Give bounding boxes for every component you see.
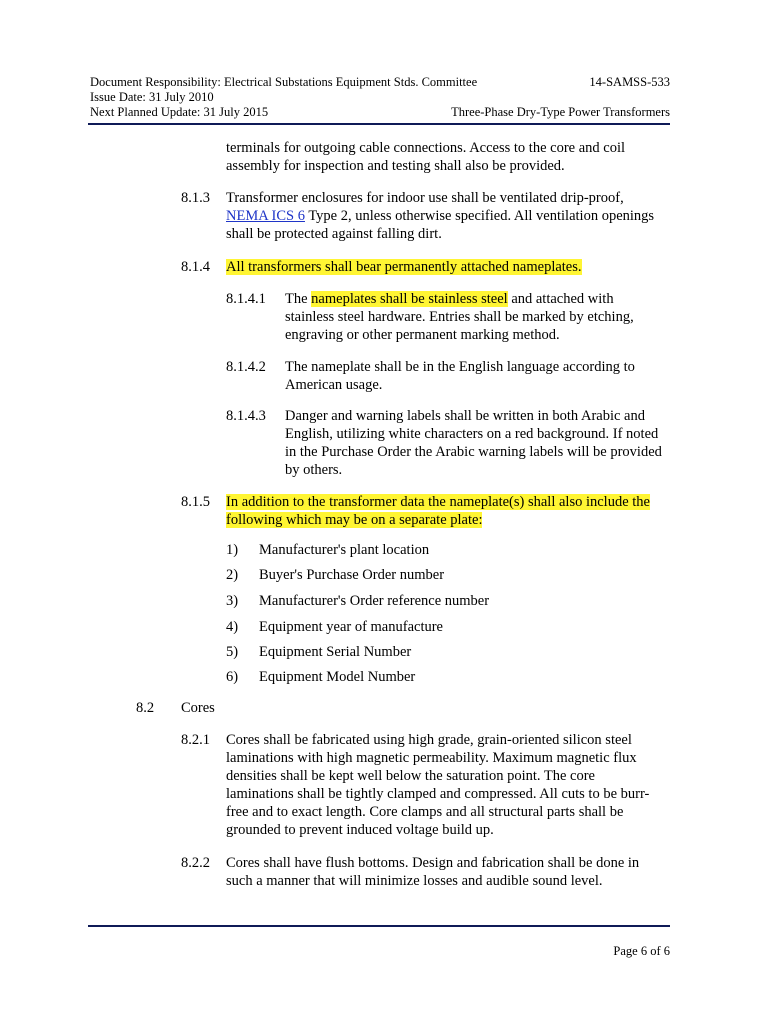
document-responsibility: Document Responsibility: Electrical Substations Equipment Stds. Committee [90,75,478,89]
issue-date: Issue Date: 31 July 2010 [90,90,214,104]
section-8-1-4-number: 8.1.4 [181,259,210,275]
section-8-1-4-text [226,258,666,276]
nema-ics-6-link[interactable]: NEMA ICS 6 [226,208,305,224]
section-8-2-2-number: 8.2.2 [181,855,210,871]
highlighted-text: nameplates shall be stainless steel [311,291,508,307]
footer-rule [88,925,670,927]
section-8-1-4-1-text: The nameplates shall be stainless steel and attached with stainless steel hardware. Entries shall be marked by etching, engraving or other permanent marking method. [285,291,634,343]
section-8-1-4-3-number: 8.1.4.3 [226,408,266,424]
section-8-1-3-number: 8.1.3 [181,190,210,206]
list-item-number: 3) [226,593,239,609]
page-number: Page 6 of 6 [613,944,670,958]
section-8-1-5-number: 8.1.5 [181,494,210,510]
section-8-1-4-2-text: The nameplate shall be in the English language according to American usage. [285,359,635,393]
document-title: Three-Phase Dry-Type Power Transformers [451,105,670,119]
section-8-2-2-text: Cores shall have flush bottoms. Design and fabrication shall be done in such a manner that will minimize losses and audible sound level. [226,855,640,889]
section-8-1-3-text: Transformer enclosures for indoor use shall be ventilated drip-proof, NEMA ICS 6 Type 2, unless otherwise specified. All ventilation openings shall be protected against falling dirt. [226,190,655,242]
section-8-1-4-2-number: 8.1.4.2 [226,359,266,375]
section-8-1-4-3-text: Danger and warning labels shall be written in both Arabic and English, utilizing white characters on a red background. If noted in the Purchase Order the Arabic warning labels will be provided by others. [285,408,662,478]
list-item: Equipment Model Number [259,669,416,685]
list-item: Manufacturer's Order reference number [259,593,490,609]
section-8-2-number: 8.2 [136,700,155,716]
list-item: Manufacturer's plant location [259,542,430,558]
list-item-number: 2) [226,567,239,583]
highlighted-text: In addition to the transformer data the nameplate(s) shall also include the following which may be on a separate plate: [226,494,650,528]
section-8-2-1-number: 8.2.1 [181,732,210,748]
next-planned-update: Next Planned Update: 31 July 2015 [90,105,269,119]
list-item: Buyer's Purchase Order number [259,567,445,583]
highlighted-text: All transformers shall bear permanently attached nameplates. [226,259,582,275]
continuation-paragraph: terminals for outgoing cable connections. Access to the core and coil assembly for inspection and testing shall also be provided. [226,140,626,174]
list-item-number: 6) [226,669,239,685]
header-rule [88,123,670,125]
list-item: Equipment year of manufacture [259,619,443,635]
section-8-2-title: Cores [181,700,215,716]
section-8-2-1-text: Cores shall be fabricated using high grade, grain-oriented silicon steel laminations with high magnetic permeability. Maximum magnetic flux densities shall be kept well below the saturation point. The core laminations shall be tightly clamped and compressed. All cuts to be burr-free and to exact length. Core clamps and all structural parts shall be grounded to prevent induced voltage build up. [226,732,650,838]
list-item-number: 5) [226,644,239,660]
document-number: 14-SAMSS-533 [589,75,670,89]
list-item: Equipment Serial Number [259,644,412,660]
list-item-number: 1) [226,542,239,558]
list-item-number: 4) [226,619,239,635]
section-8-1-5-text [226,493,672,529]
page-header [90,75,670,120]
section-8-1-4-1-number: 8.1.4.1 [226,291,266,307]
